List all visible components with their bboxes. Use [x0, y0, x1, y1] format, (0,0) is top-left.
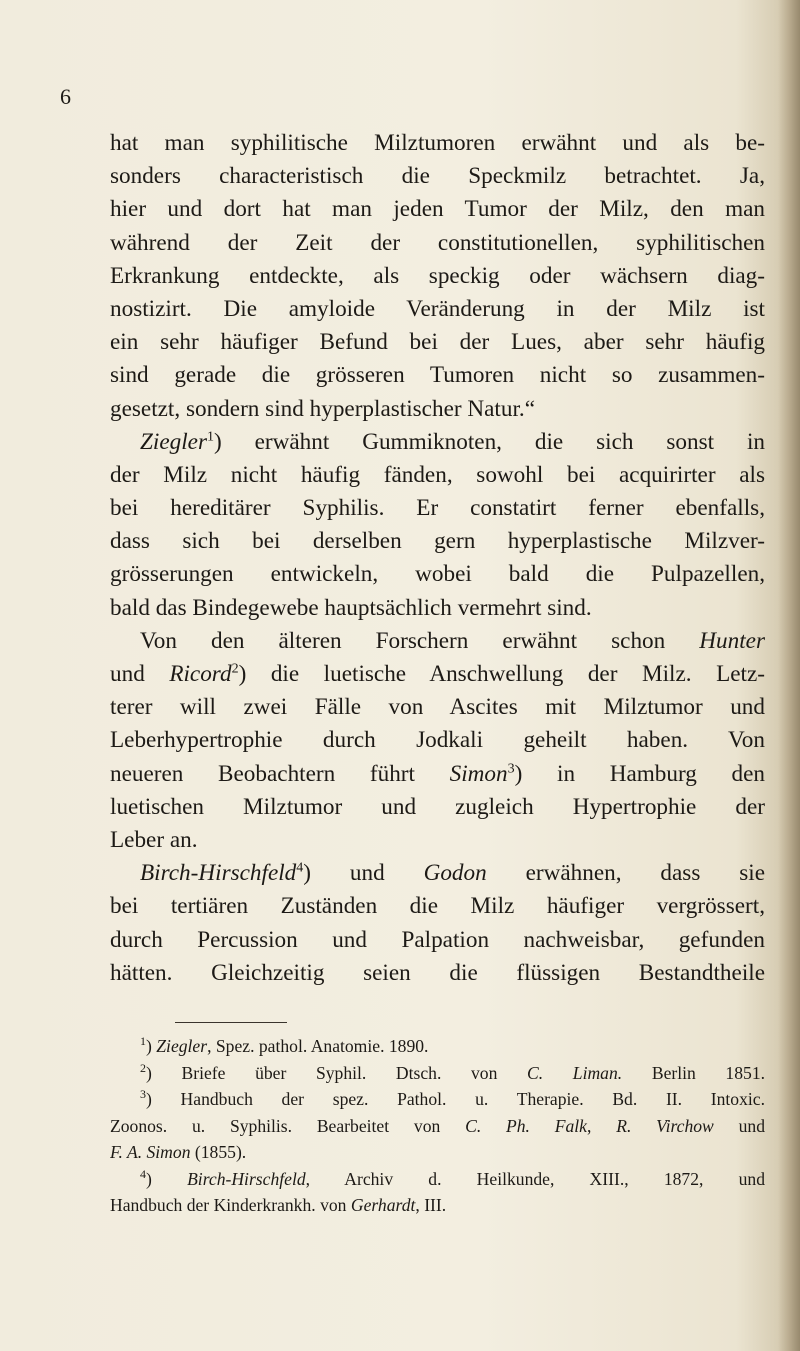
- text-span: ) die luetische Anschwellung der Milz. Letz-: [238, 661, 765, 687]
- text-line: bei tertiären Zuständen die Milz häufiger vergrössert,: [110, 893, 765, 920]
- text-line: bald das Bindegewebe hauptsächlich vermehrt sind.: [110, 594, 592, 621]
- text-line: durch Percussion und Palpation nachweisbar, gefunden: [110, 926, 765, 953]
- page-number: 6: [60, 84, 71, 109]
- text-span: ) Handbuch der spez. Pathol. u. Therapie. Bd. II. Intoxic.: [146, 1089, 765, 1109]
- footnote-ref: 2: [231, 661, 239, 677]
- text-span: und: [738, 1115, 765, 1136]
- text-line: [110, 426, 765, 459]
- text-line: Leber an.: [110, 826, 198, 853]
- author-name: C. Liman.: [527, 1062, 623, 1083]
- author-name: C. Ph. Falk: [465, 1115, 587, 1136]
- text-line: [110, 658, 765, 691]
- author-name: Ricord: [169, 661, 232, 687]
- footnote-mark: 2: [140, 1060, 146, 1075]
- footnote-continuation: [110, 1139, 765, 1166]
- text-span: Berlin 1851.: [651, 1062, 765, 1083]
- author-name: Hunter: [699, 627, 765, 654]
- text-span: (1855).: [194, 1142, 247, 1162]
- footnote: [110, 1086, 765, 1113]
- text-span: Zoonos. u. Syphilis. Bearbeitet von: [110, 1115, 441, 1136]
- text-span: Handbuch der Kinderkrankh. von: [110, 1195, 347, 1215]
- footnote: $^1$) Ziegler, Spez. pathol. Anatomie. 1890.: [140, 1034, 429, 1056]
- text-line: bei hereditärer Syphilis. Er constatirt ferner ebenfalls,: [110, 495, 765, 522]
- text-span: und: [110, 661, 145, 687]
- author-name: Ziegler: [140, 428, 207, 455]
- author-name: R. Virchow: [616, 1115, 714, 1136]
- text-span: neueren Beobachtern führt: [110, 760, 415, 787]
- text-line: terer will zwei Fälle von Ascites mit Milztumor und: [110, 694, 765, 721]
- text-line: luetischen Milztumor und zugleich Hypertrophie der: [110, 793, 765, 820]
- footnote-ref: 3: [507, 760, 515, 776]
- footnote-ref: 4: [296, 860, 304, 876]
- author-name: Birch-Hirschfeld: [140, 860, 297, 887]
- text-span: ) Briefe über Syphil. Dtsch. von: [146, 1062, 498, 1083]
- text-span: , III.: [415, 1195, 447, 1215]
- text-span: ) erwähnt Gummiknoten, die sich sonst in: [213, 428, 765, 455]
- text-span: , Spez. pathol. Anatomie. 1890.: [207, 1036, 429, 1056]
- author-name: Ziegler: [156, 1036, 208, 1056]
- text-line: hier und dort hat man jeden Tumor der Milz, den man: [110, 196, 765, 223]
- text-span: Von den älteren Forschern erwähnt schon: [140, 627, 666, 654]
- text-span: , Archiv d. Heilkunde, XIII., 1872, und: [305, 1168, 765, 1189]
- page-edge-shadow: [778, 0, 800, 1351]
- footnote: [110, 1060, 765, 1087]
- text-span: ) und: [303, 860, 385, 887]
- text-line: während der Zeit der constitutionellen, syphilitischen: [110, 229, 765, 256]
- footnote: $^4$) Birch-Hirschfeld, Archiv d. Heilkunde, XIII., 1872, und: [140, 1166, 765, 1189]
- text-line: gesetzt, sondern sind hyperplastischer Natur.“: [110, 395, 535, 422]
- text-span: ,: [587, 1115, 592, 1136]
- text-line: der Milz nicht häufig fänden, sowohl bei acquirirter als: [110, 461, 765, 488]
- footnote-mark: 4: [140, 1166, 146, 1181]
- body-text: [110, 127, 765, 990]
- text-line: [110, 625, 765, 658]
- footnote-ref: 1: [206, 428, 214, 444]
- text-span: erwähnen, dass sie: [525, 860, 765, 887]
- text-line: ein sehr häufiger Befund bei der Lues, aber sehr häufig: [110, 329, 765, 356]
- author-name: Birch-Hirschfeld: [187, 1168, 306, 1189]
- footnotes: [110, 1033, 765, 1219]
- footnote-continuation: [110, 1192, 765, 1219]
- author-name: Simon: [449, 760, 508, 787]
- text-line: [110, 758, 765, 791]
- text-line: grösserungen entwickeln, wobei bald die Pulpazellen,: [110, 561, 765, 588]
- text-line: [110, 857, 765, 890]
- footnote-mark: 3: [140, 1087, 146, 1102]
- text-line: Leberhypertrophie durch Jodkali geheilt haben. Von: [110, 727, 765, 754]
- text-line: nostizirt. Die amyloide Veränderung in der Milz ist: [110, 295, 765, 322]
- footnote-divider: [175, 1022, 287, 1023]
- footnote-mark: 1: [140, 1034, 146, 1049]
- author-name: F. A. Simon: [110, 1142, 191, 1162]
- author-name: Godon: [423, 860, 487, 887]
- text-line: hätten. Gleichzeitig seien die flüssigen Bestandtheile: [110, 959, 765, 986]
- text-span: ) in Hamburg den: [514, 760, 765, 787]
- text-line: dass sich bei derselben gern hyperplastische Milzver-: [110, 528, 765, 555]
- footnote-continuation: [110, 1113, 765, 1140]
- author-name: Gerhardt: [350, 1195, 416, 1215]
- text-line: sind gerade die grösseren Tumoren nicht so zusammen-: [110, 362, 765, 389]
- text-line: sonders characteristisch die Speckmilz betrachtet. Ja,: [110, 163, 765, 190]
- text-line: Erkrankung entdeckte, als speckig oder wächsern diag-: [110, 262, 765, 289]
- text-line: hat man syphilitische Milztumoren erwähnt und als be-: [110, 130, 765, 156]
